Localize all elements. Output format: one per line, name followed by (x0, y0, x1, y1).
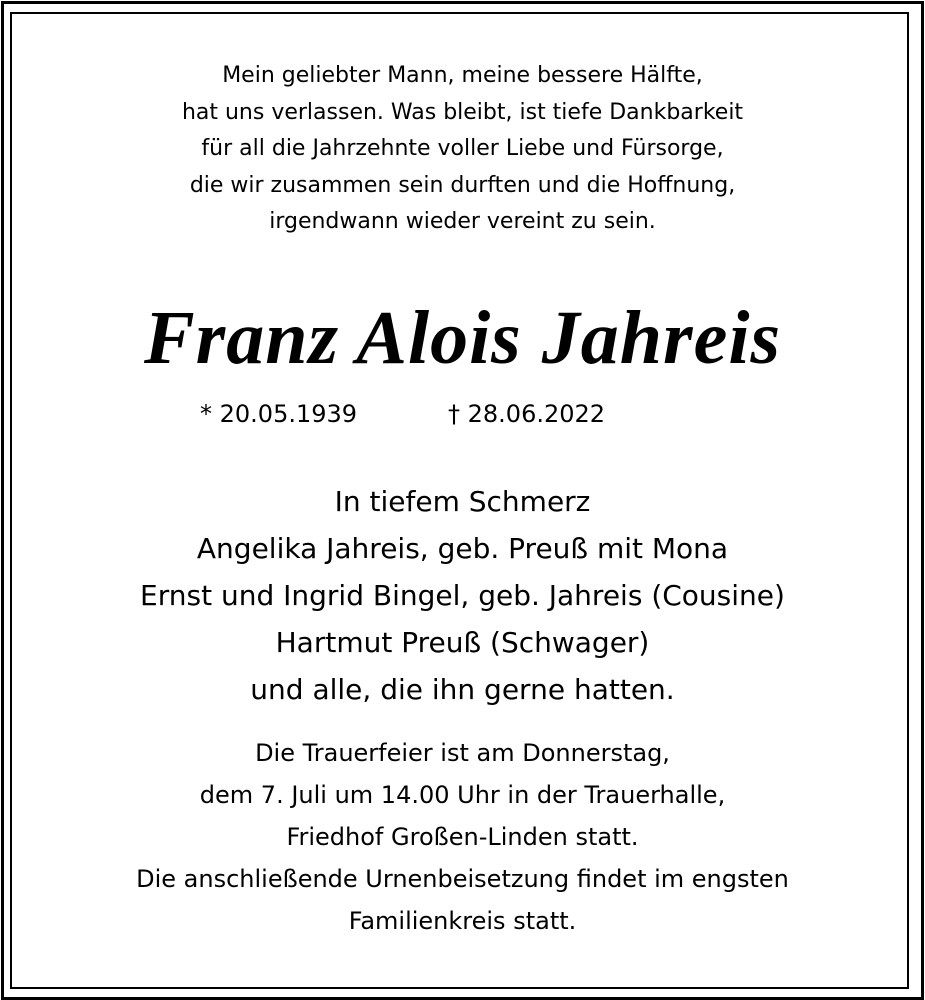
ceremony-line: Friedhof Großen-Linden statt. (286, 823, 639, 851)
ceremony-line: dem 7. Juli um 14.00 Uhr in der Trauerhalle, (199, 781, 726, 809)
poem-line: hat uns verlassen. Was bleibt, ist tiefe Dankbarkeit (181, 99, 744, 125)
mourner-line: Angelika Jahreis, geb. Preuß mit Mona (196, 532, 729, 565)
poem-line: für all die Jahrzehnte voller Liebe und Fürsorge, (201, 136, 724, 161)
poem-line: Mein geliebter Mann, meine bessere Hälfte, (222, 63, 703, 88)
mourner-line: Ernst und Ingrid Bingel, geb. Jahreis (Cousine) (140, 579, 785, 612)
mourner-line: Hartmut Preuß (Schwager) (275, 626, 650, 659)
memorial-poem (0, 58, 925, 241)
deceased-name: Franz Alois Jahreis (143, 296, 782, 380)
death-date: † 28.06.2022 (448, 400, 606, 428)
mourner-line: In tiefem Schmerz (334, 485, 591, 518)
ceremony-line: Familienkreis statt. (348, 907, 577, 935)
mourners-list (0, 478, 925, 713)
poem-line: irgendwann wieder vereint zu sein. (269, 209, 656, 234)
ceremony-line: Die anschließende Urnenbeisetzung findet im engsten (136, 865, 789, 893)
ceremony-notice (0, 732, 925, 942)
ceremony-line: Die Trauerfeier ist am Donnerstag, (255, 739, 670, 767)
birth-date: * 20.05.1939 (200, 400, 358, 428)
mourner-line: und alle, die ihn gerne hatten. (250, 673, 675, 706)
poem-line: die wir zusammen sein durften und die Hoffnung, (189, 172, 736, 198)
